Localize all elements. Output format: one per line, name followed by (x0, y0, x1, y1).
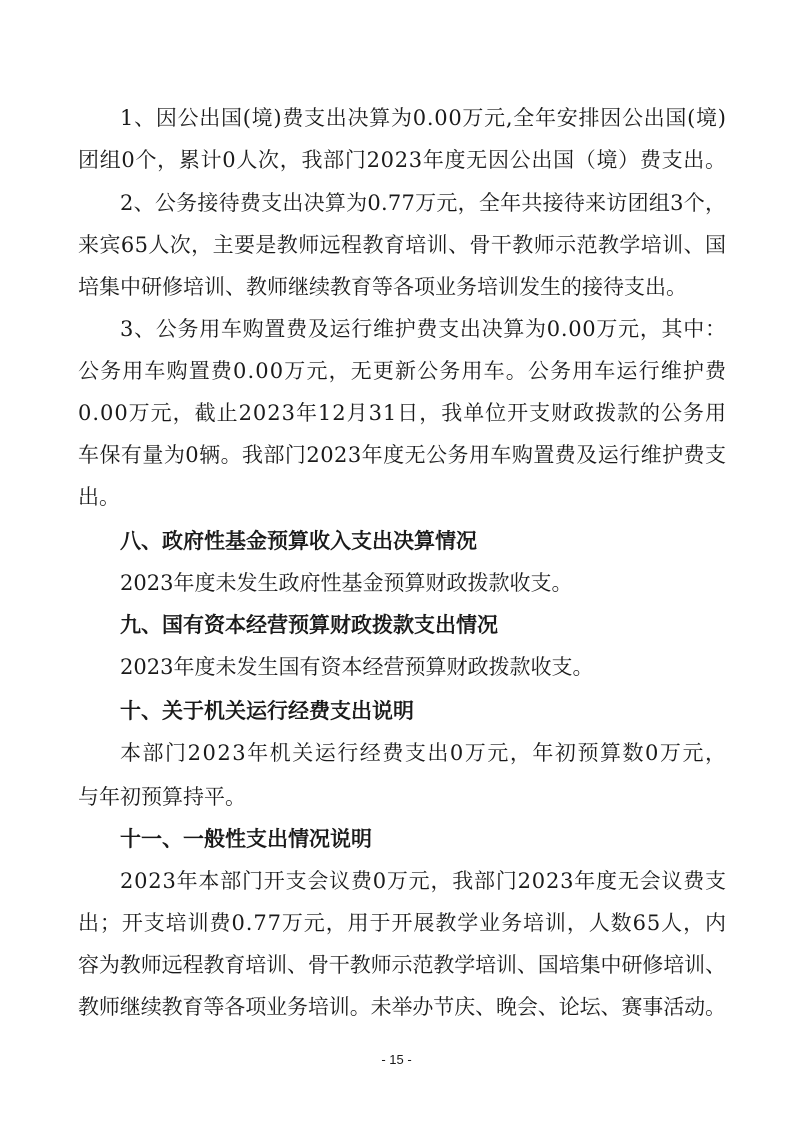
section-heading: 九、国有资本经营预算财政拨款支出情况 (120, 613, 498, 637)
paragraph-line: 与年初预算持平。 (78, 785, 246, 809)
paragraph-line: 来宾65人次，主要是教师远程教育培训、骨干教师示范教学培训、国 (78, 233, 727, 257)
page-number: - 15 - (381, 1052, 412, 1067)
paragraph-line: 团组0个，累计0人次，我部门2023年度无因公出国（境）费支出。 (78, 148, 727, 172)
section-heading: 十一、一般性支出情况说明 (120, 827, 372, 851)
paragraph-line: 公务用车购置费0.00万元，无更新公务用车。公务用车运行维护费 (78, 359, 728, 383)
paragraph-line: 2023年本部门开支会议费0万元，我部门2023年度无会议费支 (120, 869, 727, 893)
paragraph-line: 车保有量为0辆。我部门2023年度无公务用车购置费及运行维护费支 (78, 443, 727, 467)
paragraph-line: 0.00万元，截止2023年12月31日，我单位开支财政拨款的公务用 (78, 401, 727, 425)
paragraph-line: 容为教师远程教育培训、骨干教师示范教学培训、国培集中研修培训、 (78, 953, 726, 977)
paragraph-line: 出；开支培训费0.77万元，用于开展教学业务培训，人数65人，内 (78, 911, 727, 935)
paragraph-line: 培集中研修培训、教师继续教育等各项业务培训发生的接待支出。 (78, 275, 687, 299)
paragraph-line: 2023年度未发生政府性基金预算财政拨款收支。 (120, 571, 573, 595)
paragraph-line: 3、公务用车购置费及运行维护费支出决算为0.00万元，其中： (120, 317, 727, 341)
section-heading: 八、政府性基金预算收入支出决算情况 (120, 529, 477, 553)
paragraph-line: 出。 (78, 485, 120, 509)
paragraph-line: 1、因公出国(境)费支出决算为0.00万元,全年安排因公出国(境) (120, 106, 727, 130)
paragraph-line: 教师继续教育等各项业务培训。未举办节庆、晚会、论坛、赛事活动。 (78, 995, 726, 1019)
paragraph-line: 2、公务接待费支出决算为0.77万元，全年共接待来访团组3个， (120, 191, 727, 215)
section-heading: 十、关于机关运行经费支出说明 (120, 699, 414, 723)
paragraph-line: 本部门2023年机关运行经费支出0万元，年初预算数0万元， (120, 741, 728, 765)
paragraph-line: 2023年度未发生国有资本经营预算财政拨款收支。 (120, 655, 594, 679)
